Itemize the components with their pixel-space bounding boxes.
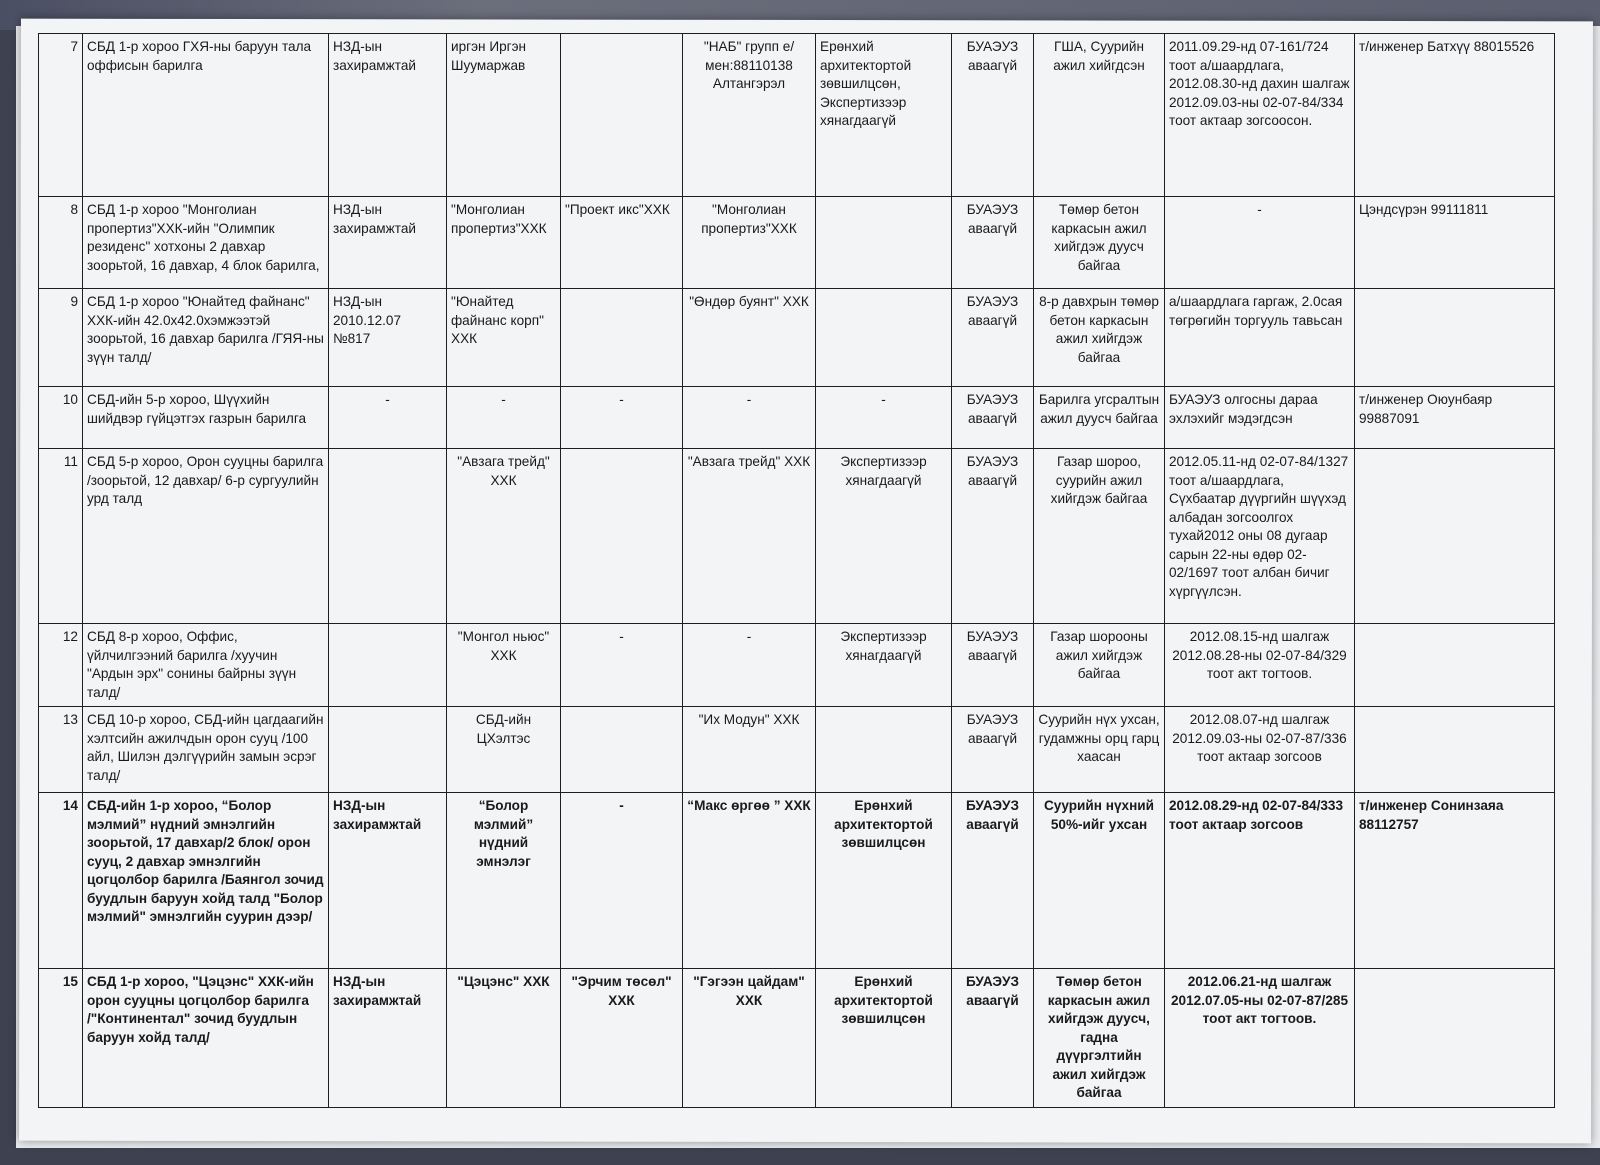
inspection-cell: БУАЭУЗ аваагүй <box>952 197 1034 289</box>
contractor-cell: "Их Модун" ХХК <box>683 707 816 793</box>
project-cell: СБД-ийн 1-р хороо, “Болор мэлмий” нүдний эмнэлгийн зоорьтой, 17 давхар/2 блок/ орон сууц, 2 давхар эмнэлгийн цогцолбор барилга /Баянгол зочид буудлын баруун хойд талд "Болор мэлмий" эмнэлгийн суурин дээр/ <box>83 793 329 969</box>
permit-cell: НЗД-ын захирамжтай <box>329 34 447 197</box>
status-cell: Төмөр бетон каркасын ажил хийгдэж дууcч, гадна дүүргэлтийн ажил хийгдэж байгаа <box>1034 969 1165 1108</box>
action-cell: а/шаардлага гаргаж, 2.0сая төгрөгийн торгууль тавьсан <box>1165 289 1355 387</box>
table-row <box>39 793 1555 969</box>
designer-cell <box>561 707 683 793</box>
contact-cell: Цэндсүрэн 99111811 <box>1355 197 1555 289</box>
project-cell: СБД-ийн 5-р хороо, Шүүхийн шийдвэр гүйцэтгэх газрын барилга <box>83 387 329 449</box>
inspection-cell: БУАЭУЗ аваагүй <box>952 387 1034 449</box>
permit-cell <box>329 624 447 707</box>
contractor-cell: "НАБ" групп е/мен:88110138 Алтангэрэл <box>683 34 816 197</box>
status-cell: Газар шороо, суурийн ажил хийгдэж байгаа <box>1034 449 1165 624</box>
client-cell: “Болор мэлмий” нүдний эмнэлэг <box>447 793 561 969</box>
action-cell: 2012.08.07-нд шалгаж 2012.09.03-ны 02-07-87/336 тоот актаар зогсоов <box>1165 707 1355 793</box>
client-cell: СБД-ийн ЦХэлтэс <box>447 707 561 793</box>
contractor-cell: "Гэгээн цайдам" ХХК <box>683 969 816 1108</box>
client-cell: "Юнайтед файнанс корп" ХХК <box>447 289 561 387</box>
table-row <box>39 34 1555 197</box>
table-row <box>39 707 1555 793</box>
row-number: 15 <box>39 969 83 1108</box>
inspection-cell: БУАЭУЗ аваагүй <box>952 969 1034 1108</box>
action-cell: 2012.08.29-нд 02-07-84/333 тоот актаар зогсоов <box>1165 793 1355 969</box>
expertise-cell: Ерөнхий архитектортой зөвшилцсөн <box>816 969 952 1108</box>
contact-cell: т/инженер Батхүү 88015526 <box>1355 34 1555 197</box>
project-cell: СБД 10-р хороо, СБД-ийн цагдаагийн хэлтсийн ажилчдын орон сууц /100 айл, Шилэн дэлгүүрийн замын эсрэг талд/ <box>83 707 329 793</box>
expertise-cell: Ерөнхий архитектортой зөвшилцсөн, Экспертизээр хянагдаагүй <box>816 34 952 197</box>
row-number: 12 <box>39 624 83 707</box>
permit-cell <box>329 449 447 624</box>
inspection-cell: БУАЭУЗ аваагүй <box>952 707 1034 793</box>
permit-cell: НЗД-ын захирамжтай <box>329 197 447 289</box>
designer-cell: "Проект икс"ХХК <box>561 197 683 289</box>
action-cell: - <box>1165 197 1355 289</box>
inspection-cell: БУАЭУЗ аваагүй <box>952 289 1034 387</box>
action-cell: 2012.06.21-нд шалгаж 2012.07.05-ны 02-07-87/285 тоот акт тогтоов. <box>1165 969 1355 1108</box>
action-cell: 2012.08.15-нд шалгаж 2012.08.28-ны 02-07-84/329 тоот акт тогтоов. <box>1165 624 1355 707</box>
status-cell: 8-р давхрын төмөр бетон каркасын ажил хийгдэж байгаа <box>1034 289 1165 387</box>
project-cell: СБД 8-р хороо, Оффис, үйлчилгээний барилга /хуучин "Ардын эрх" сонины байрны зүүн талд/ <box>83 624 329 707</box>
client-cell: "Цэцэнс" ХХК <box>447 969 561 1108</box>
table-row <box>39 197 1555 289</box>
inspection-cell: БУАЭУЗ аваагүй <box>952 624 1034 707</box>
inspection-cell: БУАЭУЗ аваагүй <box>952 449 1034 624</box>
table-row <box>39 289 1555 387</box>
status-cell: Төмөр бетон каркасын ажил хийгдэж дууcч байгаа <box>1034 197 1165 289</box>
designer-cell: "Эрчим төсөл" ХХК <box>561 969 683 1108</box>
contact-cell <box>1355 969 1555 1108</box>
permit-cell: - <box>329 387 447 449</box>
status-cell: ГША, Суурийн ажил хийгдсэн <box>1034 34 1165 197</box>
table-row <box>39 624 1555 707</box>
client-cell: - <box>447 387 561 449</box>
project-cell: СБД 1-р хороо "Монголиан пропертиз"ХХК-ийн "Олимпик резиденс" хотхоны 2 давхар зоорьтой, 16 давхар, 4 блок барилга, <box>83 197 329 289</box>
project-cell: СБД 5-р хороо, Орон сууцны барилга /зоорьтой, 12 давхар/ 6-р сургуулийн урд талд <box>83 449 329 624</box>
row-number: 11 <box>39 449 83 624</box>
expertise-cell: - <box>816 387 952 449</box>
row-number: 7 <box>39 34 83 197</box>
status-cell: Суурийн нүх ухсан, гудамжны орц гарц хаасан <box>1034 707 1165 793</box>
designer-cell: - <box>561 624 683 707</box>
contact-cell <box>1355 449 1555 624</box>
designer-cell <box>561 449 683 624</box>
row-number: 14 <box>39 793 83 969</box>
permit-cell: НЗД-ын 2010.12.07 №817 <box>329 289 447 387</box>
inspection-cell: БУАЭУЗ аваагүй <box>952 793 1034 969</box>
client-cell: иргэн Иргэн Шуумаржав <box>447 34 561 197</box>
designer-cell: - <box>561 387 683 449</box>
status-cell: Газар шорооны ажил хийгдэж байгаа <box>1034 624 1165 707</box>
permit-cell: НЗД-ын захирамжтай <box>329 969 447 1108</box>
client-cell: "Авзага трейд" ХХК <box>447 449 561 624</box>
contact-cell <box>1355 289 1555 387</box>
row-number: 10 <box>39 387 83 449</box>
contact-cell: т/инженер Сонинзаяа 88112757 <box>1355 793 1555 969</box>
contractor-cell: "Монголиан пропертиз"ХХК <box>683 197 816 289</box>
expertise-cell: Экспертизээр хянагдаагүй <box>816 624 952 707</box>
project-cell: СБД 1-р хороо ГХЯ-ны баруун тала оффисын барилга <box>83 34 329 197</box>
table-row <box>39 449 1555 624</box>
contact-cell: т/инженер Оюунбаяр 99887091 <box>1355 387 1555 449</box>
table-row <box>39 969 1555 1108</box>
expertise-cell: Экспертизээр хянагдаагүй <box>816 449 952 624</box>
construction-inspection-table <box>38 33 1555 1108</box>
row-number: 13 <box>39 707 83 793</box>
designer-cell <box>561 289 683 387</box>
expertise-cell <box>816 707 952 793</box>
row-number: 8 <box>39 197 83 289</box>
contractor-cell: "Авзага трейд" ХХК <box>683 449 816 624</box>
inspection-cell: БУАЭУЗ аваагүй <box>952 34 1034 197</box>
contact-cell <box>1355 624 1555 707</box>
action-cell: БУАЭУЗ олгосны дараа эхлэхийг мэдэгдсэн <box>1165 387 1355 449</box>
status-cell: Суурийн нүхний 50%-ийг ухсан <box>1034 793 1165 969</box>
expertise-cell <box>816 197 952 289</box>
action-cell: 2012.05.11-нд 02-07-84/1327 тоот а/шаардлага, Сүхбаатар дүүргийн шүүхэд албадан зогсоолгох тухай2012 оны 08 дугаар сарын 22-ны өдөр 02-02/1697 тоот албан бичиг хүргүүлсэн. <box>1165 449 1355 624</box>
permit-cell: НЗД-ын захирамжтай <box>329 793 447 969</box>
row-number: 9 <box>39 289 83 387</box>
client-cell: "Монголиан пропертиз"ХХК <box>447 197 561 289</box>
expertise-cell: Ерөнхий архитектортой зөвшилцсөн <box>816 793 952 969</box>
contractor-cell: - <box>683 387 816 449</box>
designer-cell <box>561 34 683 197</box>
expertise-cell <box>816 289 952 387</box>
designer-cell: - <box>561 793 683 969</box>
permit-cell <box>329 707 447 793</box>
project-cell: СБД 1-р хороо, "Цэцэнс" ХХК-ийн орон сууцны цогцолбор барилга /"Континентал" зочид буудлын баруун хойд талд/ <box>83 969 329 1108</box>
status-cell: Барилга угсралтын ажил дууcч байгаа <box>1034 387 1165 449</box>
client-cell: "Монгол ньюс" ХХК <box>447 624 561 707</box>
contractor-cell: “Макс өргөө ” ХХК <box>683 793 816 969</box>
contact-cell <box>1355 707 1555 793</box>
contractor-cell: "Өндөр буянт" ХХК <box>683 289 816 387</box>
table-row <box>39 387 1555 449</box>
action-cell: 2011.09.29-нд 07-161/724 тоот а/шаардлага, 2012.08.30-нд дахин шалгаж 2012.09.03-ны 02-07-84/334 тоот актаар зогсоосон. <box>1165 34 1355 197</box>
project-cell: СБД 1-р хороо "Юнайтед файнанс" ХХК-ийн 42.0x42.0хэмжээтэй зоорьтой, 16 давхар барилга /ГЯЯ-ны зүүн талд/ <box>83 289 329 387</box>
contractor-cell: - <box>683 624 816 707</box>
